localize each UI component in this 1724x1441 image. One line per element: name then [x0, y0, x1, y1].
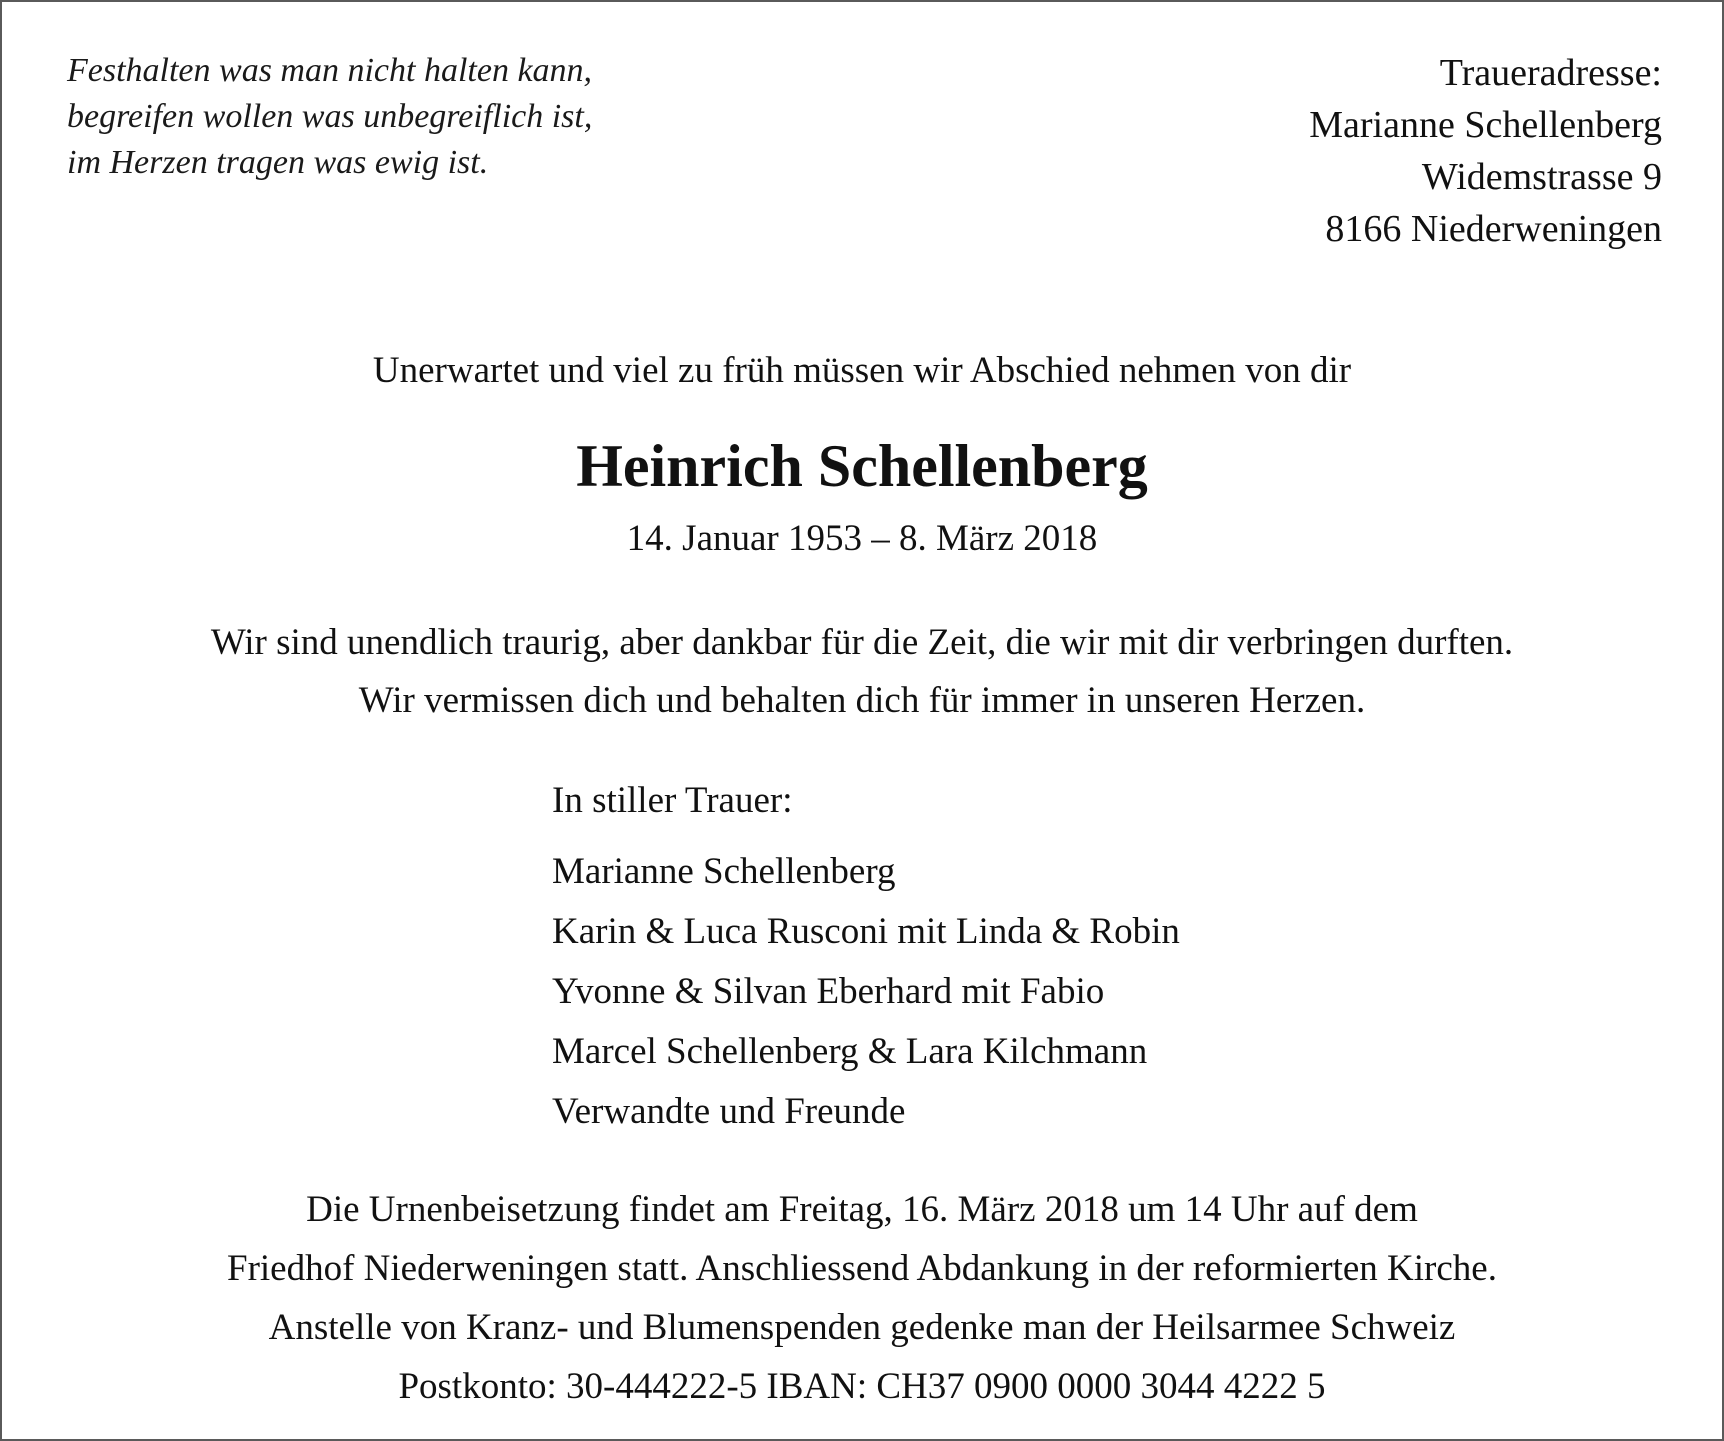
mourners-heading: In stiller Trauer: — [552, 780, 793, 821]
funeral-details — [2, 1180, 1722, 1416]
deceased-name: Heinrich Schellenberg — [576, 433, 1148, 499]
quote-line: im Herzen tragen was ewig ist. — [67, 144, 489, 181]
message-line: Wir vermissen dich und behalten dich für immer in unseren Herzen. — [358, 680, 1366, 721]
funeral-line: Die Urnenbeisetzung findet am Freitag, 16. März 2018 um 14 Uhr auf dem — [306, 1189, 1418, 1230]
farewell-message — [2, 614, 1722, 730]
quote-line: Festhalten was man nicht halten kann, — [67, 52, 593, 89]
funeral-line: Anstelle von Kranz- und Blumenspenden gedenke man der Heilsarmee Schweiz — [268, 1307, 1456, 1348]
address-city: 8166 Niederweningen — [1325, 208, 1662, 250]
mourners-list — [552, 777, 1180, 1142]
intro-text: Unerwartet und viel zu früh müssen wir Abschied nehmen von dir — [372, 350, 1352, 391]
funeral-line: Friedhof Niederweningen statt. Anschliessend Abdankung in der reformierten Kirche. — [227, 1248, 1497, 1289]
memorial-quote — [67, 48, 592, 186]
mourner-name: Verwandte und Freunde — [552, 1091, 906, 1132]
mourner-name: Yvonne & Silvan Eberhard mit Fabio — [552, 971, 1105, 1012]
bank-details: Postkonto: 30-444222-5 IBAN: CH37 0900 0000 3044 4222 5 — [398, 1366, 1326, 1407]
message-line: Wir sind unendlich traurig, aber dankbar für die Zeit, die wir mit dir verbringen durften. — [210, 622, 1514, 663]
address-label: Traueradresse: — [1439, 52, 1662, 94]
address-street: Widemstrasse 9 — [1421, 156, 1662, 198]
mourner-name: Karin & Luca Rusconi mit Linda & Robin — [552, 911, 1180, 952]
mourner-name: Marianne Schellenberg — [552, 851, 896, 892]
mourner-name: Marcel Schellenberg & Lara Kilchmann — [552, 1031, 1148, 1072]
quote-line: begreifen wollen was unbegreiflich ist, — [67, 98, 593, 135]
mourning-address — [1309, 47, 1662, 255]
life-dates: 14. Januar 1953 – 8. März 2018 — [626, 518, 1098, 559]
address-name: Marianne Schellenberg — [1309, 104, 1662, 146]
